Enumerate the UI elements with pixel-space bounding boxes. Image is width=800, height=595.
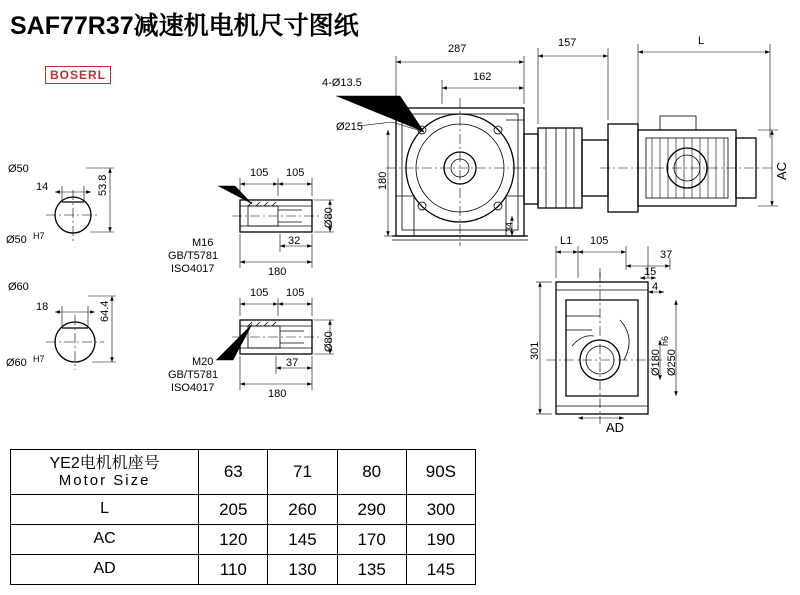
svg-text:301: 301	[529, 341, 541, 360]
motor-size-table	[10, 449, 476, 585]
brand-logo: BOSERL	[45, 66, 111, 84]
svg-text:105: 105	[286, 287, 305, 299]
cell-l-71: 260	[268, 495, 337, 525]
row-label-l: L	[11, 495, 199, 525]
cell-ac-80: 170	[337, 525, 406, 555]
svg-text:M20: M20	[192, 356, 214, 368]
svg-text:37: 37	[660, 249, 673, 261]
svg-text:4: 4	[652, 281, 659, 293]
svg-text:157: 157	[558, 37, 577, 49]
svg-text:ISO4017: ISO4017	[171, 382, 215, 394]
svg-text:Ø50: Ø50	[8, 163, 29, 175]
svg-text:105: 105	[250, 287, 269, 299]
svg-text:GB/T5781: GB/T5781	[168, 369, 219, 381]
cell-ad-71: 130	[268, 555, 337, 585]
svg-text:4-Ø13.5: 4-Ø13.5	[322, 77, 362, 89]
svg-text:Ø250: Ø250	[666, 349, 678, 376]
column-header-3: 90S	[406, 450, 475, 495]
svg-text:AC: AC	[774, 161, 789, 180]
header-line-1: YE2电机机座号	[49, 454, 160, 472]
cell-l-63: 205	[199, 495, 268, 525]
svg-text:Ø60: Ø60	[6, 357, 27, 369]
svg-text:32: 32	[288, 235, 301, 247]
svg-text:180: 180	[377, 171, 389, 190]
svg-text:105: 105	[590, 235, 609, 247]
svg-text:64.4: 64.4	[99, 300, 111, 322]
svg-text:GB/T5781: GB/T5781	[168, 250, 219, 262]
cell-ac-71: 145	[268, 525, 337, 555]
svg-text:287: 287	[448, 43, 467, 55]
svg-text:180: 180	[268, 266, 287, 278]
svg-text:15: 15	[644, 266, 657, 278]
svg-text:Ø80: Ø80	[323, 331, 335, 352]
cell-l-90s: 300	[406, 495, 475, 525]
column-header-1: 71	[268, 450, 337, 495]
table-row	[11, 495, 476, 525]
column-header-0: 63	[199, 450, 268, 495]
table-row	[11, 555, 476, 585]
cell-ac-90s: 190	[406, 525, 475, 555]
svg-text:14: 14	[36, 181, 49, 193]
svg-text:34: 34	[504, 221, 514, 232]
shaft-detail-1	[218, 178, 334, 268]
svg-text:162: 162	[473, 71, 492, 83]
cell-l-80: 290	[337, 495, 406, 525]
header-line-2: Motor Size	[58, 471, 151, 489]
svg-text:L1: L1	[560, 235, 573, 247]
svg-text:M16: M16	[192, 237, 214, 249]
cell-ad-90s: 145	[406, 555, 475, 585]
table-header-row	[11, 450, 476, 495]
svg-text:H7: H7	[33, 354, 45, 364]
svg-text:Ø50: Ø50	[6, 234, 27, 246]
svg-text:L: L	[698, 35, 705, 47]
main-assembly-view	[336, 44, 778, 246]
svg-text:ISO4017: ISO4017	[171, 263, 215, 275]
row-label-ad: AD	[11, 555, 199, 585]
cell-ad-80: 135	[337, 555, 406, 585]
shaft-detail-2	[216, 298, 334, 390]
svg-text:Ø180: Ø180	[650, 349, 662, 376]
svg-text:105: 105	[286, 167, 305, 179]
svg-text:105: 105	[250, 167, 269, 179]
column-header-2: 80	[337, 450, 406, 495]
svg-text:h6: h6	[660, 335, 670, 346]
svg-text:Ø60: Ø60	[8, 281, 29, 293]
svg-text:180: 180	[268, 388, 287, 400]
cell-ac-63: 120	[199, 525, 268, 555]
cell-ad-63: 110	[199, 555, 268, 585]
page-title: SAF77R37减速机电机尺寸图纸	[10, 12, 359, 40]
svg-text:Ø80: Ø80	[323, 207, 335, 228]
svg-text:AD: AD	[606, 420, 625, 435]
table-header-label	[11, 450, 199, 495]
svg-text:53.8: 53.8	[97, 174, 109, 196]
svg-text:18: 18	[36, 301, 49, 313]
row-label-ac: AC	[11, 525, 199, 555]
svg-text:H7: H7	[33, 231, 45, 241]
svg-text:Ø215: Ø215	[336, 121, 363, 133]
svg-text:37: 37	[286, 357, 299, 369]
table-row	[11, 525, 476, 555]
